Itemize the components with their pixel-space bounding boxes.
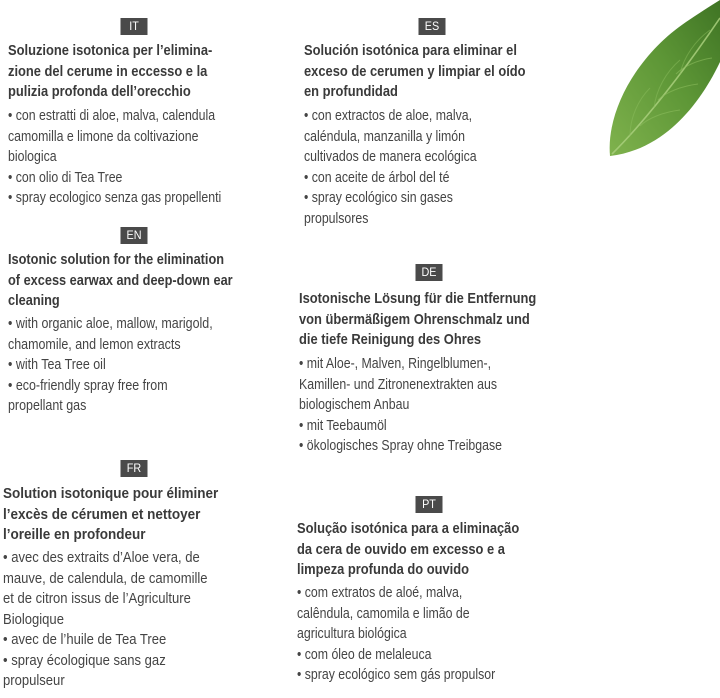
section-title-en: Isotonic solution for the elimination of excess earwax and deep-down ear cleaning bbox=[8, 251, 233, 309]
section-bullets-it: • con estratti di aloe, malva, calendula camomilla e limone da coltivazione biologica • con olio di Tea Tree • spray ecologico senza gas propellenti bbox=[8, 108, 222, 206]
section-title-de: Isotonische Lösung für die Entfernung von übermäßigem Ohrenschmalz und die tiefe Reinigung des Ohres bbox=[299, 290, 537, 348]
language-badge-en: EN bbox=[121, 227, 148, 244]
section-bullets-pt: • com extratos de aloé, malva, calêndula, camomila e limão de agricultura biológica • com óleo de melaleuca • spray ecológico sem gás propulsor bbox=[297, 585, 496, 683]
section-bullets-fr: • avec des extraits d’Aloe vera, de mauve, de calendula, de camomille et de citron issus de l’Agriculture Biologique • avec de l’huile de Tea Tree • spray écologique sans gaz propulseur bbox=[3, 550, 208, 689]
section-title-fr: Solution isotonique pour éliminer l’excès de cérumen et nettoyer l’oreille en profondeur bbox=[3, 485, 219, 543]
language-badge-fr: FR bbox=[121, 460, 148, 477]
language-badge-es: ES bbox=[419, 18, 446, 35]
language-badge-pt: PT bbox=[416, 496, 443, 513]
leaf-icon bbox=[600, 0, 720, 160]
section-bullets-es: • con extractos de aloe, malva, caléndula, manzanilla y limón cultivados de manera ecológica • con aceite de árbol del té • spray ecológico sin gases propulsores bbox=[304, 108, 477, 227]
section-title-pt: Solução isotónica para a eliminação da cera de ouvido em excesso e a limpeza profunda do ouvido bbox=[297, 520, 520, 578]
section-title-it: Soluzione isotonica per l’elimina- zione del cerume in eccesso e la pulizia profonda dell’orecchio bbox=[8, 42, 213, 100]
section-bullets-de: • mit Aloe-, Malven, Ringelblumen-, Kamillen- und Zitronenextrakten aus biologischem Anbau • mit Teebaumöl • ökologisches Spray ohne Treibgase bbox=[299, 356, 503, 454]
language-badge-de: DE bbox=[416, 264, 443, 281]
section-bullets-en: • with organic aloe, mallow, marigold, chamomile, and lemon extracts • with Tea Tree oil • eco-friendly spray free from propellant gas bbox=[8, 316, 213, 414]
section-title-es: Solución isotónica para eliminar el exceso de cerumen y limpiar el oído en profundidad bbox=[304, 42, 526, 100]
language-badge-it: IT bbox=[121, 18, 148, 35]
